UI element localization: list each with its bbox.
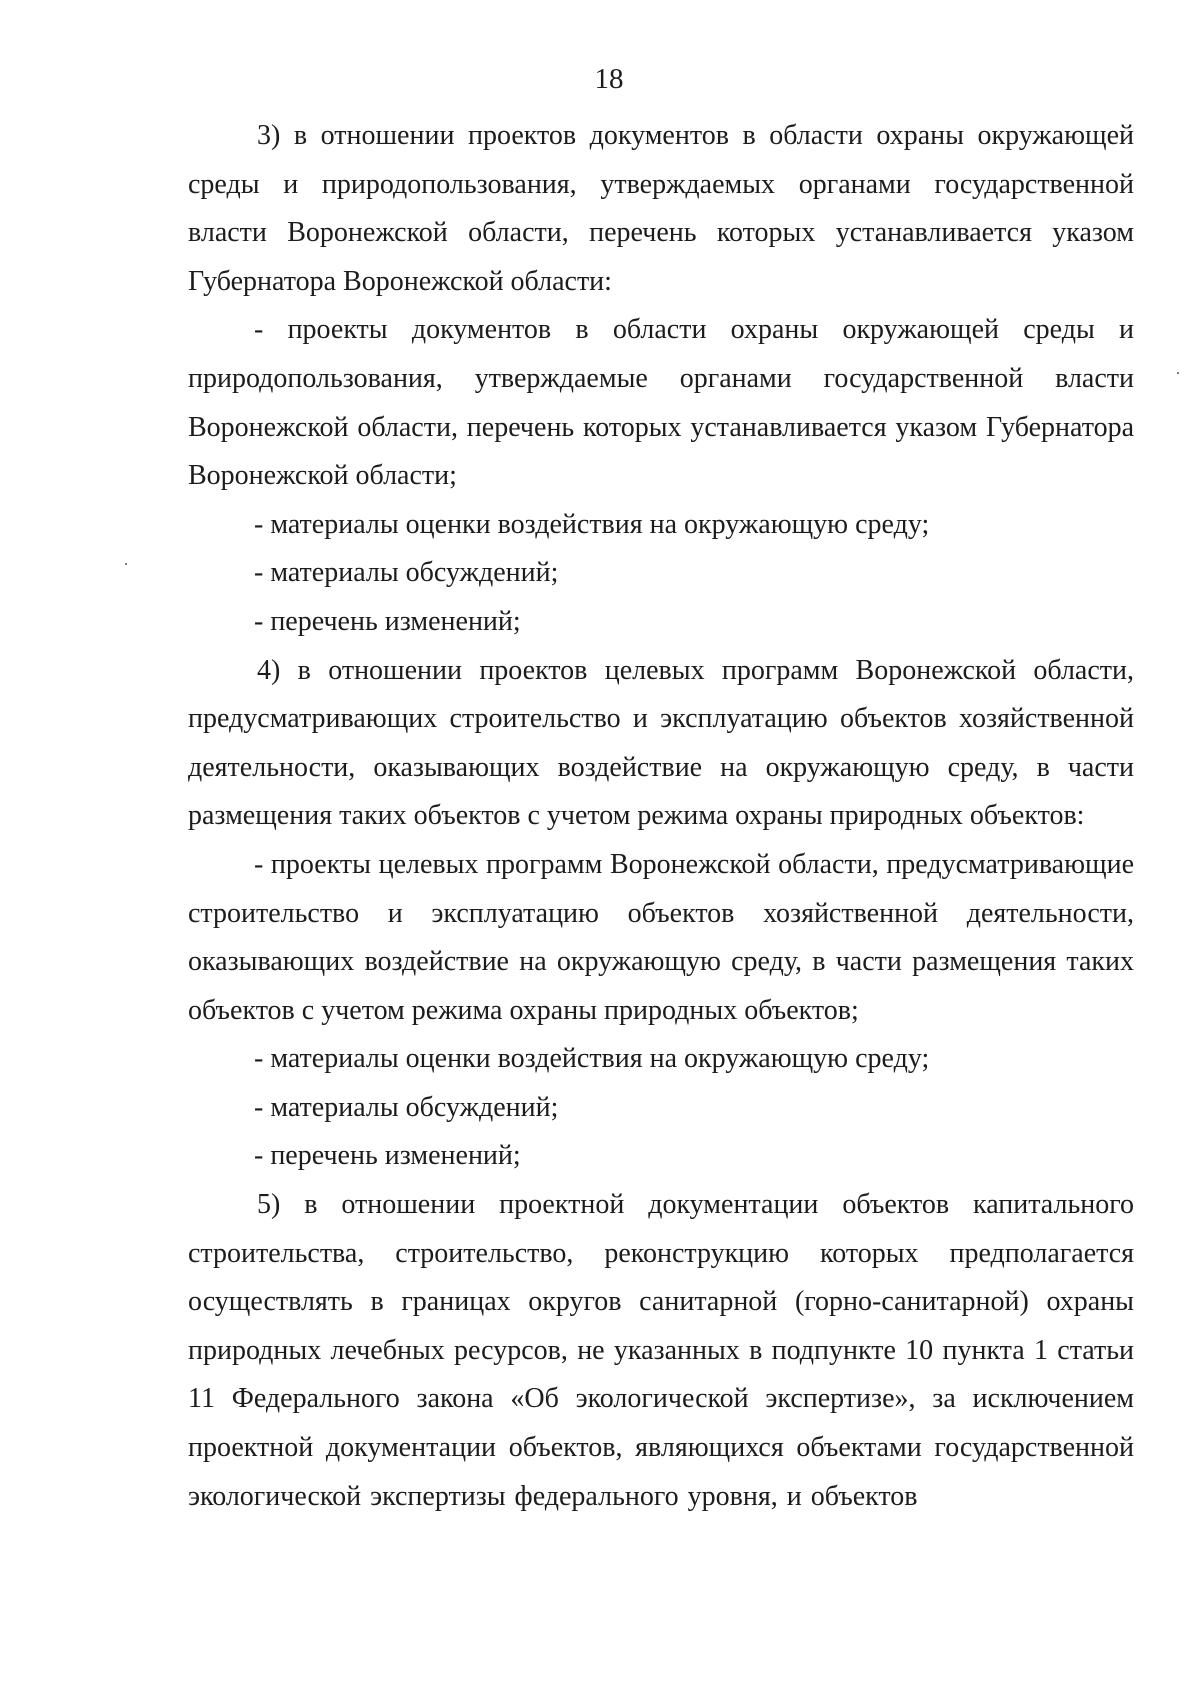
paragraph-item-3: 3) в отношении проектов документов в области охраны окружающей среды и природопользования, утверждаемых органами государственной власти Воронежской области, перечень которых устанавливается указом Губернатора Воронежской области: bbox=[188, 120, 1134, 297]
list-item: - материалы оценки воздействия на окружающую среду; bbox=[254, 1043, 930, 1075]
list-item: - проекты целевых программ Воронежской области, предусматривающие строительство и эксплуатацию объектов хозяйственной деятельности, оказывающих воздействие на окружающую среду, в части размещения таких объектов с учетом режима охраны природных объектов; bbox=[188, 848, 1134, 1026]
list-item: - проекты документов в области охраны окружающей среды и природопользования, утверждаемые органами государственной власти Воронежской области, перечень которых устанавливается указом Губернатора Воронежской области; bbox=[188, 314, 1134, 492]
scan-speck bbox=[125, 563, 127, 565]
list-item: - материалы оценки воздействия на окружающую среду; bbox=[254, 508, 930, 540]
document-body bbox=[188, 112, 1134, 1521]
list-item: - материалы обсуждений; bbox=[254, 557, 559, 589]
list-item: - материалы обсуждений; bbox=[254, 1091, 559, 1123]
paragraph-item-4: 4) в отношении проектов целевых программ Воронежской области, предусматривающих строительство и эксплуатацию объектов хозяйственной деятельности, оказывающих воздействие на окружающую среду, в части размещения таких объектов с учетом режима охраны природных объектов: bbox=[188, 654, 1134, 832]
page-number: 18 bbox=[594, 63, 624, 95]
paragraph-item-5: 5) в отношении проектной документации объектов капитального строительства, строительство, реконструкцию которых предполагается осуществлять в границах округов санитарной (горно-санитарной) охраны природных лечебных ресурсов, не указанных в подпункте 10 пункта 1 статьи 11 Федерального закона «Об экологической экспертизе», за исключением проектной документации объектов, являющихся объектами государственной экологической экспертизы федерального уровня, и объектов bbox=[188, 1189, 1134, 1512]
list-item: - перечень изменений; bbox=[254, 605, 521, 637]
list-item: - перечень изменений; bbox=[254, 1140, 521, 1172]
scan-speck bbox=[1177, 372, 1179, 374]
